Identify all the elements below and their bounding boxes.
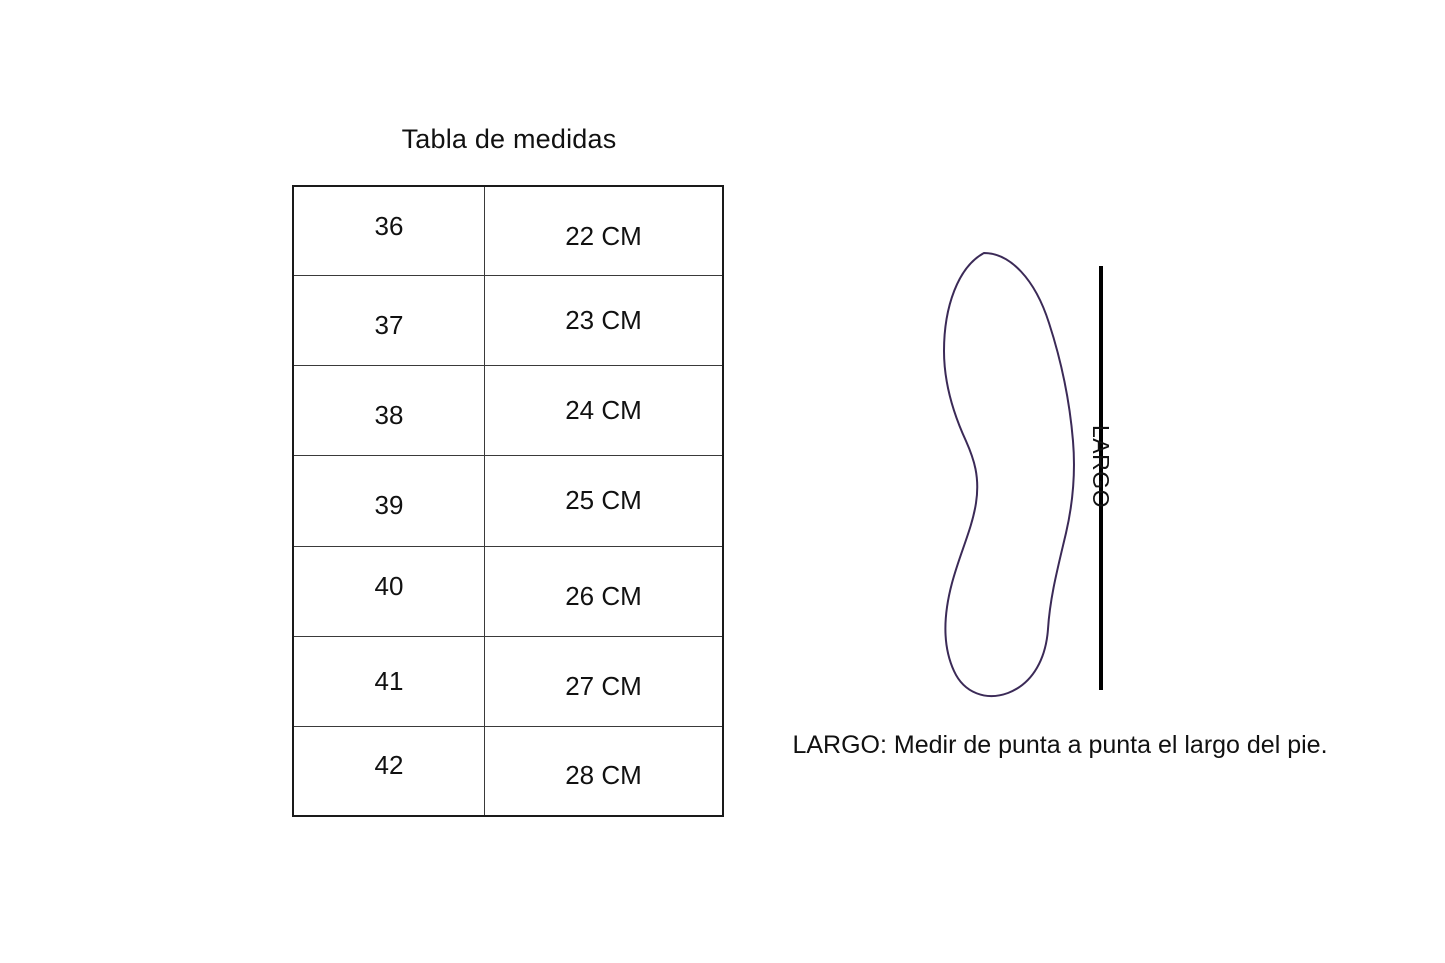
cell-length — [485, 366, 723, 456]
cell-size-value: 39 — [374, 490, 404, 521]
cell-length — [485, 276, 723, 366]
foot-outline-icon — [900, 245, 1100, 705]
cell-size — [294, 636, 485, 726]
cell-length — [485, 187, 723, 276]
cell-size — [294, 456, 485, 546]
table-row — [294, 456, 722, 546]
table-row — [294, 187, 722, 276]
cell-size — [294, 276, 485, 366]
cell-size — [294, 187, 485, 276]
cell-size-value: 42 — [374, 750, 404, 781]
cell-size-value: 41 — [374, 665, 404, 696]
cell-length-value: 23 CM — [565, 305, 642, 336]
page-title: Tabla de medidas — [401, 124, 617, 154]
foot-measurement-diagram — [900, 245, 1160, 705]
cell-length — [485, 546, 723, 636]
cell-length-value: 27 CM — [565, 670, 642, 701]
length-caption: LARGO: Medir de punta a punta el largo del pie. — [792, 731, 1328, 759]
cell-size — [294, 546, 485, 636]
cell-size — [294, 366, 485, 456]
table-row — [294, 546, 722, 636]
cell-length-value: 24 CM — [565, 395, 642, 426]
cell-size-value: 38 — [374, 400, 404, 431]
length-axis-label: LARGO — [1088, 425, 1114, 509]
cell-size-value: 40 — [374, 570, 404, 601]
cell-size-value: 37 — [374, 310, 404, 341]
table-row — [294, 726, 722, 815]
cell-length-value: 22 CM — [565, 220, 642, 251]
table-row — [294, 636, 722, 726]
cell-size — [294, 726, 485, 815]
cell-length — [485, 726, 723, 815]
size-table — [292, 185, 724, 817]
cell-length-value: 25 CM — [565, 485, 642, 516]
cell-size-value: 36 — [374, 210, 404, 241]
table-row — [294, 276, 722, 366]
cell-length-value: 28 CM — [565, 760, 642, 791]
cell-length — [485, 456, 723, 546]
table-row — [294, 366, 722, 456]
cell-length — [485, 636, 723, 726]
cell-length-value: 26 CM — [565, 580, 642, 611]
